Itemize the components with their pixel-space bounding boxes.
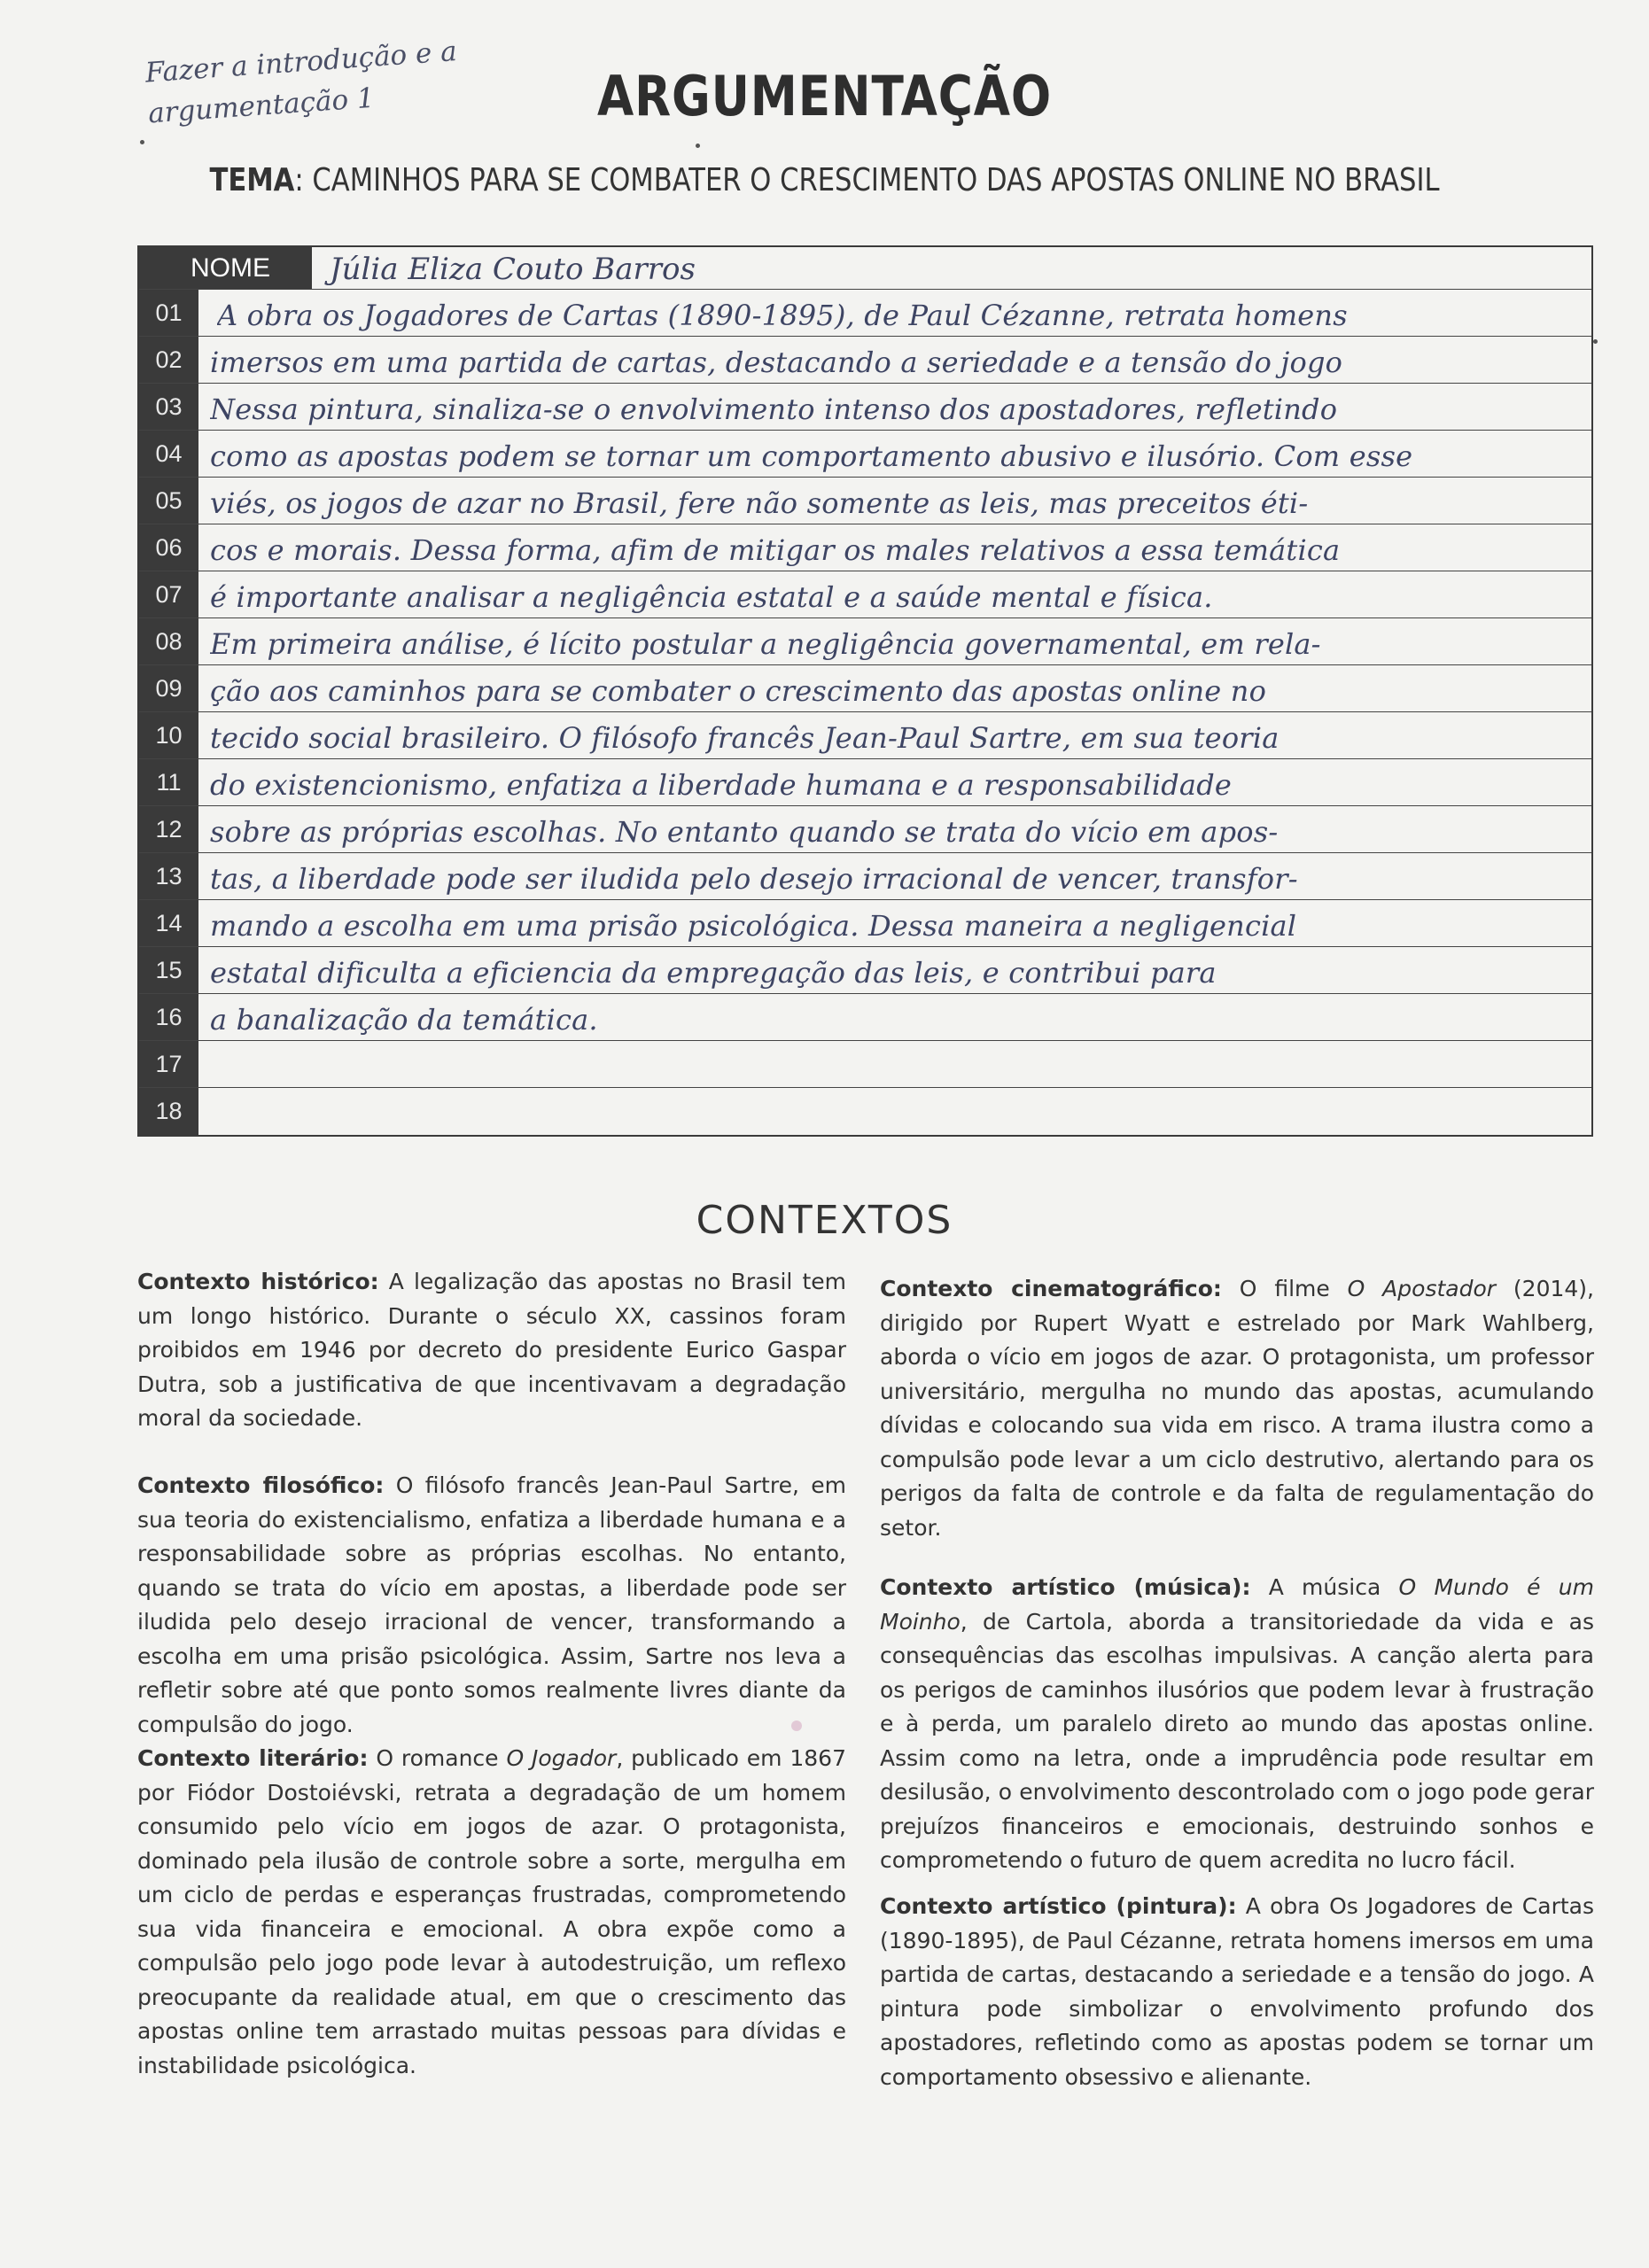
contexto-cinematografico-body-b: (2014), dirigido por Rupert Wyatt e estrelado por Mark Wahlberg, aborda o vício em jogos de azar. O protagonista, um professor universitário, mergulha no mundo das apostas, acumulando dívidas e colocando sua vida em risco. A trama ilustra como a compulsão pode levar a um ciclo destrutivo, alertando para os perigos da falta de controle e da falta de regulamentação do setor. bbox=[880, 1276, 1594, 1541]
line-text: Nessa pintura, sinaliza-se o envolvimento intenso dos apostadores, refletindo bbox=[210, 392, 1338, 426]
contexto-historico-body: A legalização das apostas no Brasil tem um longo histórico. Durante o século XX, cassinos foram proibidos em 1946 por decreto do presidente Eurico Gaspar Dutra, sob a justificativa de que incentivavam a degradação moral da sociedade. bbox=[137, 1269, 846, 1431]
essay-line bbox=[139, 571, 1591, 617]
line-text: do existencionismo, enfatiza a liberdade humana e a responsabilidade bbox=[210, 768, 1233, 802]
line-text: A obra os Jogadores de Cartas (1890-1895), de Paul Cézanne, retrata homens bbox=[217, 299, 1348, 332]
name-value: Júlia Eliza Couto Barros bbox=[330, 252, 696, 287]
line-number: 11 bbox=[156, 769, 182, 796]
contexto-literario-body-b: , publicado em 1867 por Fiódor Dostoiévski, retrata a degradação de um homem consumido pelo vício em jogos de azar. O protagonista, dominado pela ilusão de controle sobre a sorte, mergulha em um ciclo de perdas e esperanças frustradas, comprometendo sua vida financeira e emocional. A obra expõe como a compulsão pelo jogo pode levar à autodestruição, um reflexo preocupante da realidade atual, em que o crescimento das apostas online tem arrastado muitas pessoas para dívidas e instabilidade psicológica. bbox=[137, 1745, 846, 2078]
essay-line bbox=[139, 336, 1591, 383]
essay-line bbox=[139, 383, 1591, 430]
line-number: 13 bbox=[155, 863, 183, 889]
contexto-historico-label: Contexto histórico: bbox=[137, 1269, 379, 1294]
contexto-cinematografico-work: O Apostador bbox=[1347, 1276, 1497, 1301]
line-number: 17 bbox=[155, 1051, 183, 1077]
line-number: 09 bbox=[155, 675, 183, 702]
contexto-filosofico bbox=[137, 1469, 846, 1742]
contexto-literario-body-a: O romance bbox=[368, 1745, 507, 1771]
contexto-literario-label: Contexto literário: bbox=[137, 1745, 369, 1771]
line-number: 04 bbox=[155, 440, 183, 467]
essay-line bbox=[139, 899, 1591, 946]
essay-line bbox=[139, 477, 1591, 524]
essay-line bbox=[139, 1087, 1591, 1134]
contexto-filosofico-body: O filósofo francês Jean-Paul Sartre, em sua teoria do existencialismo, enfatiza a liberdade humana e a responsabilidade sobre as próprias escolhas. No entanto, quando se trata do vício em apostas, a liberdade pode ser iludida pelo desejo irracional de vencer, transformando a escolha em uma prisão psicológica. Assim, Sartre nos leva a refletir sobre até que ponto somos realmente livres diante da compulsão do jogo. bbox=[137, 1472, 846, 1737]
contexto-musica-body-b: , de Cartola, aborda a transitoriedade da vida e as consequências das escolhas impulsivas. A canção alerta para os perigos de caminhos ilusórios que podem levar à frustração e à perda, um paralelo direto ao mundo das apostas online. Assim como na letra, onde a imprudência pode resultar em desilusão, o envolvimento descontrolado com o jogo pode gerar prejuízos financeiros e emocionais, destruindo sonhos e comprometendo o futuro de quem acredita no lucro fácil. bbox=[880, 1608, 1594, 1873]
line-text: cos e morais. Dessa forma, afim de mitigar os males relativos a essa temática bbox=[210, 533, 1341, 567]
paper-speck bbox=[696, 144, 700, 148]
line-text: ção aos caminhos para se combater o crescimento das apostas online no bbox=[210, 674, 1267, 708]
contexto-musica-label: Contexto artístico (música): bbox=[880, 1574, 1251, 1600]
essay-line bbox=[139, 524, 1591, 571]
contexto-pintura bbox=[880, 1890, 1594, 2094]
line-text: mando a escolha em uma prisão psicológica. Dessa maneira a negligencial bbox=[210, 909, 1297, 943]
essay-line bbox=[139, 430, 1591, 477]
essay-line bbox=[139, 805, 1591, 852]
contexto-musica-work: O Mundo é um Moinho bbox=[880, 1574, 1594, 1635]
line-text: viés, os jogos de azar no Brasil, fere não somente as leis, mas preceitos éti- bbox=[210, 486, 1309, 520]
contexto-literario bbox=[137, 1742, 846, 2083]
contexto-musica bbox=[880, 1571, 1594, 1878]
essay-line bbox=[139, 1040, 1591, 1087]
line-text: sobre as próprias escolhas. No entanto quando se trata do vício em apos- bbox=[210, 815, 1279, 849]
line-number: 03 bbox=[155, 393, 183, 420]
essay-line bbox=[139, 993, 1591, 1040]
essay-sheet bbox=[137, 245, 1593, 1137]
contexto-literario-work: O Jogador bbox=[506, 1745, 617, 1771]
name-label: NOME bbox=[139, 247, 312, 289]
line-text: imersos em uma partida de cartas, destacando a seriedade e a tensão do jogo bbox=[210, 346, 1343, 379]
line-text bbox=[210, 1041, 1583, 1088]
line-number: 16 bbox=[155, 1004, 183, 1030]
essay-line bbox=[139, 617, 1591, 664]
line-number: 05 bbox=[155, 487, 183, 514]
essay-line bbox=[139, 664, 1591, 711]
handwritten-note: Fazer a introdução e a argumentação 1 bbox=[144, 35, 458, 130]
contextos-title: CONTEXTOS bbox=[696, 1198, 953, 1243]
tema-heading bbox=[124, 162, 1526, 198]
essay-line bbox=[139, 946, 1591, 993]
line-text: Em primeira análise, é lícito postular a negligência governamental, em rela- bbox=[210, 627, 1321, 661]
contexto-cinematografico-label: Contexto cinematográfico: bbox=[880, 1276, 1222, 1301]
contexto-cinematografico bbox=[880, 1272, 1594, 1545]
line-number: 18 bbox=[155, 1098, 183, 1124]
line-number: 01 bbox=[155, 299, 183, 326]
contexto-historico bbox=[137, 1265, 846, 1436]
line-number: 15 bbox=[155, 957, 183, 983]
paper-stain bbox=[791, 1720, 802, 1731]
paper-speck bbox=[140, 140, 144, 144]
line-number: 12 bbox=[155, 816, 183, 843]
contexto-pintura-label: Contexto artístico (pintura): bbox=[880, 1893, 1237, 1919]
line-number: 02 bbox=[155, 346, 183, 373]
line-text: é importante analisar a negligência estatal e a saúde mental e física. bbox=[210, 580, 1213, 614]
tema-label: TEMA bbox=[209, 162, 295, 198]
contexto-pintura-body: A obra Os Jogadores de Cartas (1890-1895), de Paul Cézanne, retrata homens imersos em uma partida de cartas, destacando a seriedade e a tensão do jogo. A pintura pode simbolizar o envolvimento profundo dos apostadores, refletindo como as apostas podem se tornar um comportamento obsessivo e alienante. bbox=[880, 1893, 1595, 2090]
page-title: ARGUMENTAÇÃO bbox=[596, 64, 1053, 128]
line-text: tas, a liberdade pode ser iludida pelo desejo irracional de vencer, transfor- bbox=[210, 862, 1298, 896]
line-text: como as apostas podem se tornar um comportamento abusivo e ilusório. Com esse bbox=[210, 439, 1413, 473]
contexto-cinematografico-body-a: O filme bbox=[1221, 1276, 1348, 1301]
line-number: 06 bbox=[155, 534, 183, 561]
line-number: 07 bbox=[155, 581, 183, 608]
line-number: 14 bbox=[155, 910, 183, 936]
paper-speck bbox=[1593, 339, 1598, 344]
essay-line bbox=[139, 711, 1591, 758]
contexto-musica-body-a: A música bbox=[1250, 1574, 1399, 1600]
line-number: 08 bbox=[155, 628, 183, 655]
line-text: a banalização da temática. bbox=[210, 1003, 598, 1037]
essay-line bbox=[139, 289, 1591, 336]
essay-line bbox=[139, 852, 1591, 899]
line-text: tecido social brasileiro. O filósofo francês Jean-Paul Sartre, em sua teoria bbox=[210, 721, 1280, 755]
contexto-filosofico-label: Contexto filosófico: bbox=[137, 1472, 385, 1498]
essay-line bbox=[139, 758, 1591, 805]
line-number: 10 bbox=[155, 722, 183, 749]
tema-text: : CAMINHOS PARA SE COMBATER O CRESCIMENTO DAS APOSTAS ONLINE NO BRASIL bbox=[294, 162, 1440, 198]
line-text: estatal dificulta a eficiencia da empregação das leis, e contribui para bbox=[210, 956, 1217, 990]
line-text bbox=[210, 1088, 1583, 1135]
